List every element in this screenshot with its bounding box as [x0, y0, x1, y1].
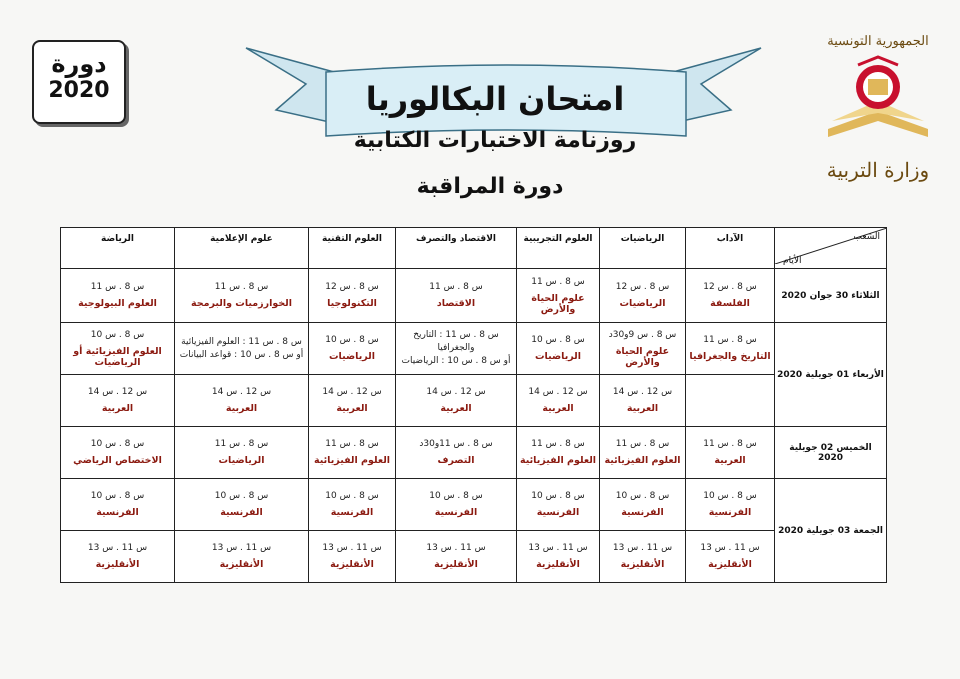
- exam-cell: [600, 479, 686, 531]
- exam-time: س 8 . س 10: [703, 491, 757, 501]
- exam-time: س 8 . س 12: [703, 282, 757, 292]
- exam-time: س 12 . س 14: [528, 387, 588, 397]
- exam-cell: [600, 375, 686, 427]
- exam-time: س 12 . س 14: [322, 387, 382, 397]
- exam-subject: الاختصاص الرياضي: [73, 455, 162, 466]
- exam-time: س 8 . س 9و30د: [608, 329, 677, 340]
- exam-subject: التاريخ والجغرافيا: [689, 351, 771, 362]
- exam-cell: [309, 375, 396, 427]
- exam-time: س 8 . س 10: [531, 335, 585, 345]
- column-header: الرياضة: [61, 228, 175, 269]
- exam-subject: علوم الحياة والأرض: [615, 345, 670, 368]
- exam-cell: [396, 479, 517, 531]
- exam-cell: [686, 323, 775, 375]
- exam-subject: الأنقليزية: [620, 559, 665, 570]
- exam-subject: الاقتصاد: [436, 298, 476, 309]
- exam-time: س 8 . س 10: [214, 491, 269, 501]
- exam-time: س 8 . س 11: [703, 439, 757, 449]
- exam-cell: [61, 375, 175, 427]
- exam-time: س 8 . س 11: [90, 282, 145, 292]
- exam-cell: [175, 531, 309, 583]
- exam-time: س 11 . س 13: [322, 543, 382, 553]
- exam-subject: الأنقليزية: [330, 559, 374, 570]
- session-name: دورة المراقبة: [416, 174, 564, 199]
- exam-time: س 8 . س 11: [531, 276, 585, 287]
- day-cell: الأربعاء 01 جويلية 2020: [775, 323, 887, 427]
- exam-subject: الأنقليزية: [536, 559, 580, 570]
- table-row: [61, 427, 887, 479]
- exam-subject: العلوم الفيزيائية أو الرياضيات: [73, 345, 162, 368]
- exam-time: س 8 . س 11: [531, 439, 585, 449]
- exam-subject: العربية: [440, 403, 472, 414]
- column-header: العلوم التجريبية: [517, 228, 600, 269]
- column-header: الرياضيات: [600, 228, 686, 269]
- exam-time: س 12 . س 14: [87, 387, 148, 397]
- exam-subject: الفرنسية: [621, 507, 664, 518]
- exam-subject: الفلسفة: [710, 298, 750, 309]
- corner-cell: [775, 228, 887, 269]
- exam-schedule-table: [60, 227, 887, 583]
- day-cell: الثلاثاء 30 جوان 2020: [775, 269, 887, 323]
- exam-time: س 8 . س 11: [214, 439, 269, 449]
- exam-cell: [61, 323, 175, 375]
- exam-cell: [517, 375, 600, 427]
- exam-subject: التكنولوجيا: [327, 298, 377, 309]
- exam-time: س 8 . س 11: [214, 282, 269, 292]
- session-badge: [32, 40, 126, 124]
- exam-time: س 8 . س 10: [90, 329, 145, 340]
- exam-subject: الأنقليزية: [708, 559, 752, 570]
- exam-subject: الفرنسية: [434, 507, 478, 518]
- column-header: الاقتصاد والتصرف: [396, 228, 517, 269]
- exam-cell: [309, 323, 396, 375]
- exam-subject: الأنقليزية: [95, 559, 140, 570]
- session-badge-year: 2020: [48, 78, 110, 103]
- column-header: الآداب: [686, 228, 775, 269]
- exam-cell: [175, 479, 309, 531]
- day-cell: الجمعة 03 جويلية 2020: [775, 479, 887, 583]
- exam-cell: [175, 323, 309, 375]
- exam-time: س 8 . س 11: [325, 439, 379, 449]
- table-header-row: [61, 228, 887, 269]
- exam-time: س 8 . س 10: [325, 491, 379, 501]
- ministry-emblem-icon: [818, 49, 938, 149]
- exam-subject: العربية: [101, 403, 134, 414]
- exam-cell: [396, 427, 517, 479]
- exam-subject: العربية: [626, 403, 659, 414]
- page-subtitle: روزنامة الاختبارات الكتابية: [353, 128, 637, 153]
- exam-time: س 8 . س 11: [429, 282, 483, 292]
- exam-cell: [175, 269, 309, 323]
- day-cell: الخميس 02 جويلية 2020: [775, 427, 887, 479]
- exam-cell: [61, 269, 175, 323]
- page-title: امتحان البكالوريا: [365, 80, 625, 118]
- exam-time: س 11 . س 13: [426, 543, 486, 553]
- exam-time: س 11 . س 13: [528, 543, 588, 553]
- exam-cell: [686, 531, 775, 583]
- exam-cell: [600, 269, 686, 323]
- exam-cell: [686, 375, 775, 427]
- exam-time: س 11 . س 13: [87, 543, 148, 553]
- republic-label: الجمهورية التونسية: [827, 34, 929, 49]
- exam-time: س 8 . س 11: [703, 335, 757, 345]
- exam-cell: [175, 375, 309, 427]
- exam-time: س 12 . س 14: [211, 387, 272, 397]
- exam-time: س 11 . س 13: [211, 543, 272, 553]
- table-row: [61, 375, 887, 427]
- exam-time: س 8 . س 10: [615, 491, 670, 501]
- exam-cell: [309, 531, 396, 583]
- exam-time: س 11 . س 13: [612, 543, 673, 553]
- exam-subject: الأنقليزية: [434, 559, 478, 570]
- exam-subject: العربية: [336, 403, 368, 414]
- exam-option-line: س 8 . س 11 : التاريخ والجغرافيا: [413, 330, 499, 353]
- corner-days-label: الأيام: [783, 256, 802, 266]
- exam-time: س 8 . س 12: [325, 282, 379, 292]
- table-row: [61, 479, 887, 531]
- exam-cell: [61, 531, 175, 583]
- exam-cell: [396, 531, 517, 583]
- table-row: [61, 323, 887, 375]
- exam-subject: الفرنسية: [220, 507, 263, 518]
- exam-subject: الرياضيات: [328, 351, 376, 362]
- exam-subject: الفرنسية: [708, 507, 752, 518]
- exam-time: س 8 . س 10: [90, 439, 145, 449]
- exam-cell: [686, 269, 775, 323]
- exam-subject: العربية: [225, 403, 258, 414]
- column-header: العلوم التقنية: [309, 228, 396, 269]
- exam-subject: العلوم الفيزيائية: [313, 455, 391, 466]
- exam-cell: [686, 479, 775, 531]
- exam-cell: [396, 269, 517, 323]
- exam-subject: العلوم الفيزيائية: [519, 455, 597, 466]
- exam-subject: الرياضيات: [619, 298, 666, 309]
- exam-subject: الرياضيات: [534, 351, 582, 362]
- exam-subject: العلوم البيولوجية: [78, 298, 157, 309]
- exam-cell: [600, 531, 686, 583]
- exam-cell: [396, 323, 517, 375]
- exam-time: س 12 . س 14: [426, 387, 486, 397]
- exam-time: س 11 . س 13: [700, 543, 760, 553]
- exam-cell: [517, 427, 600, 479]
- exam-cell: [517, 269, 600, 323]
- exam-cell: [309, 269, 396, 323]
- exam-option-line: أو س 8 . س 10 : الرياضيات: [401, 356, 511, 366]
- exam-cell: [61, 427, 175, 479]
- exam-cell: [309, 479, 396, 531]
- exam-subject: العربية: [542, 403, 574, 414]
- exam-subject: العربية: [714, 455, 746, 466]
- exam-cell: [396, 375, 517, 427]
- exam-subject: الرياضيات: [218, 455, 265, 466]
- exam-cell: [517, 479, 600, 531]
- exam-time: س 8 . س 10: [325, 335, 379, 345]
- exam-cell: [175, 427, 309, 479]
- table-row: [61, 531, 887, 583]
- exam-cell: [517, 323, 600, 375]
- exam-cell: [686, 427, 775, 479]
- exam-time: س 8 . س 12: [615, 282, 670, 292]
- exam-time: س 8 . س 10: [90, 491, 145, 501]
- session-badge-word: دورة: [51, 50, 107, 78]
- exam-subject: الفرنسية: [96, 507, 139, 518]
- exam-subject: التصرف: [437, 455, 475, 466]
- exam-subject: الخوارزميات والبرمجة: [190, 298, 292, 309]
- exam-time: س 8 . س 10: [531, 491, 585, 501]
- exam-cell: [517, 531, 600, 583]
- exam-subject: الأنقليزية: [219, 559, 264, 570]
- exam-time: س 12 . س 14: [612, 387, 673, 397]
- column-header: علوم الإعلامية: [175, 228, 309, 269]
- exam-cell: [600, 427, 686, 479]
- exam-cell: [61, 479, 175, 531]
- exam-option-line: أو س 8 . س 10 : قواعد البيانات: [179, 349, 304, 360]
- exam-cell: [600, 323, 686, 375]
- corner-streams-label: الشعب: [853, 232, 880, 242]
- exam-subject: علوم الحياة والأرض: [531, 292, 585, 315]
- exam-time: س 8 . س 11: [615, 439, 670, 449]
- exam-time: س 8 . س 10: [429, 491, 483, 501]
- table-row: [61, 269, 887, 323]
- exam-cell: [309, 427, 396, 479]
- ministry-logo: [818, 34, 938, 194]
- exam-subject: الفرنسية: [536, 507, 580, 518]
- exam-subject: الفرنسية: [330, 507, 374, 518]
- ministry-name: وزارة التربية: [826, 158, 930, 182]
- exam-subject: العلوم الفيزيائية: [604, 455, 681, 466]
- exam-time: س 8 . س 11و30د: [419, 439, 493, 449]
- exam-option-line: س 8 . س 11 : العلوم الفيزيائية: [181, 336, 302, 347]
